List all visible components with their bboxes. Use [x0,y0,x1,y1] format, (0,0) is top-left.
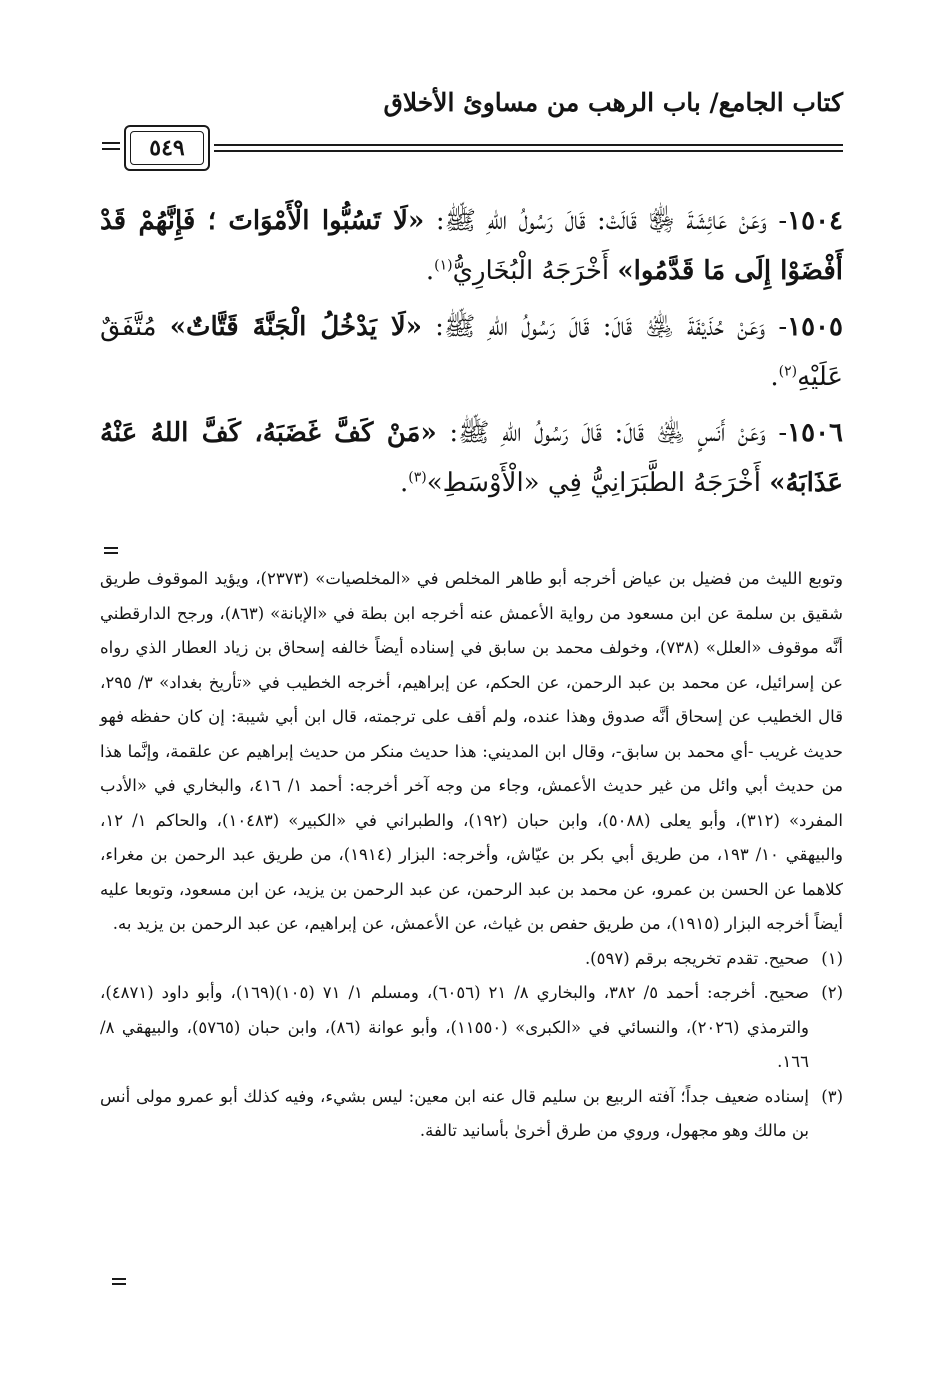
hadith-number: ١٥٠٦ [787,418,844,448]
footnote-marker: (٢) [821,983,844,1002]
main-text [100,196,843,514]
hadith-lead: - وَعَنْ أَنَسٍ ﵁ قَالَ: قَالَ رَسُولُ اللهِ ﷺ: [436,418,788,448]
page-number-frame [124,125,210,171]
hadith-number: ١٥٠٤ [787,206,843,236]
notes-separator [104,547,118,555]
hadith-lead: - وَعَنْ حُذَيْفَةَ ﵁ قَالَ: قَالَ رَسُولُ اللهِ ﷺ: [422,312,788,342]
footnote-1 [100,942,843,977]
header-double-rule [214,144,843,152]
header-left-mark [102,142,120,152]
hadith-source: أَخْرَجَهُ الطَّبَرَانِيُّ فِي «الْأَوْسَطِ» [426,468,770,498]
footnote-ref[interactable]: (١) [434,257,453,274]
hadith-number: ١٥٠٥ [787,312,843,342]
hadith-quote: «لَا تَسُبُّوا الْأَمْوَاتَ ؛ فَإِنَّهُمْ قَدْ أَفْضَوْا إِلَى مَا قَدَّمُوا» [100,206,843,286]
hadith-end: . [425,256,435,286]
footnote-marker: (٣) [821,1086,843,1106]
footnote-3 [100,1080,843,1149]
footnote-ref[interactable]: (٢) [778,363,798,380]
hadith-1504 [100,196,843,296]
footnotes-area [100,562,843,1149]
hadith-source: مُتَّفَقٌ عَلَيْهِ [100,312,843,392]
hadith-1506 [100,408,843,508]
hadith-1505 [100,302,843,402]
page-number: ٥٤٩ [130,131,204,165]
footnote-text: صحيح. أخرجه: أحمد ٥/ ٣٨٢، والبخاري ٨/ ٢١ (٦٠٥٦)، ومسلم ١/ ٧١ (١٠٥)(١٦٩)، وأبو داود (٤٨٧١)، والترمذي (٢٠٢٦)، والنسائي في «الكبرى» (١١٥٥٠)، وأبو عوانة (٨٦)، وابن حبان (٥٧٦٥)، والبيهقي ٨/ ١٦٦. [100,983,810,1071]
running-title: كتاب الجامع/ باب الرهب من مساوئ الأخلاق [383,88,843,117]
footnote-text: صحيح. تقدم تخريجه برقم (٥٩٧). [584,948,809,968]
hadith-quote: «لَا يَدْخُلُ الْجَنَّةَ قَتَّاتٌ» [169,312,423,342]
footnote-text: إسناده ضعيف جداً؛ آفته الربيع بن سليم قال عنه ابن معين: ليس بشيء، وفيه كذلك أبو عمرو مولى أنس بن مالك وهو مجهول، وروي من طرق أخرىٰ بأسانيد تالفة. [100,1086,809,1140]
footnote-continuation: وتوبع الليث من فضيل بن عياض أخرجه أبو طاهر المخلص في «المخلصيات» (٢٣٧٣)، ويؤيد الموقوف طريق شقيق بن سلمة عن ابن مسعود من رواية الأعمش عنه أخرجه ابن بطة في «الإبانة» (٨٦٣)، ورجح الدارقطني أنَّه موقوف «العلل» (٧٣٨)، وخولف محمد بن سابق في إسناده أيضاً خالفه إسحاق بن زياد العطار الذي رواه عن إسرائيل، عن محمد بن عبد الرحمن، عن الحكم، عن إبراهيم، أخرجه الخطيب في «تأريخ بغداد» ٣/ ٢٩٥، قال الخطيب عن إسحاق أنَّه صدوق وهذا عنده، ولم أقف على ترجمته، قال ابن أبي شيبة: إن كان حفظه فهو حديث غريب -أي محمد بن سابق-، وقال ابن المديني: هذا حديث منكر من حديث إبراهيم عن علقمة، وإنَّما هذا من حديث أبي وائل من غير حديث الأعمش، وجاء من وجه آخر أخرجه: أحمد ١/ ٤١٦، والبخاري في «الأدب المفرد» (٣١٢)، وأبو يعلى (٥٠٨٨)، وابن حبان (١٩٢)، والطبراني في «الكبير» (١٠٤٨٣)، والحاكم ١/ ١٢، والبيهقي ١٠/ ١٩٣، من طريق أبي بكر بن عيّاش، وأخرجه: البزار (١٩١٤)، من طريق عبد الرحمن بن مغراء، كلاهما عن الحسن بن عمرو، عن محمد بن عبد الرحمن، عن عبد الرحمن بن يزيد، عن ابن مسعود، وتوبعا عليه أيضاً أخرجه البزار (١٩١٥)، من طريق حفص بن غياث، عن الأعمش، عن إبراهيم، عن عبد الرحمن بن يزيد به. [100,569,844,933]
footnote-ref[interactable]: (٣) [408,469,427,486]
hadith-end: . [770,362,779,392]
page-end-mark [112,1278,126,1286]
hadith-end: . [399,468,409,498]
hadith-lead: - وَعَنْ عَائِشَةَ ﵂ قَالَتْ: قَالَ رَسُولُ اللهِ ﷺ: [424,206,788,236]
hadith-quote: «مَنْ كَفَّ غَضَبَهُ، كَفَّ اللهُ عَنْهُ عَذَابَهُ» [100,418,843,498]
footnote-2 [100,976,843,1080]
footnote-marker: (١) [821,948,843,968]
hadith-source: أَخْرَجَهُ الْبُخَارِيُّ [452,256,618,286]
